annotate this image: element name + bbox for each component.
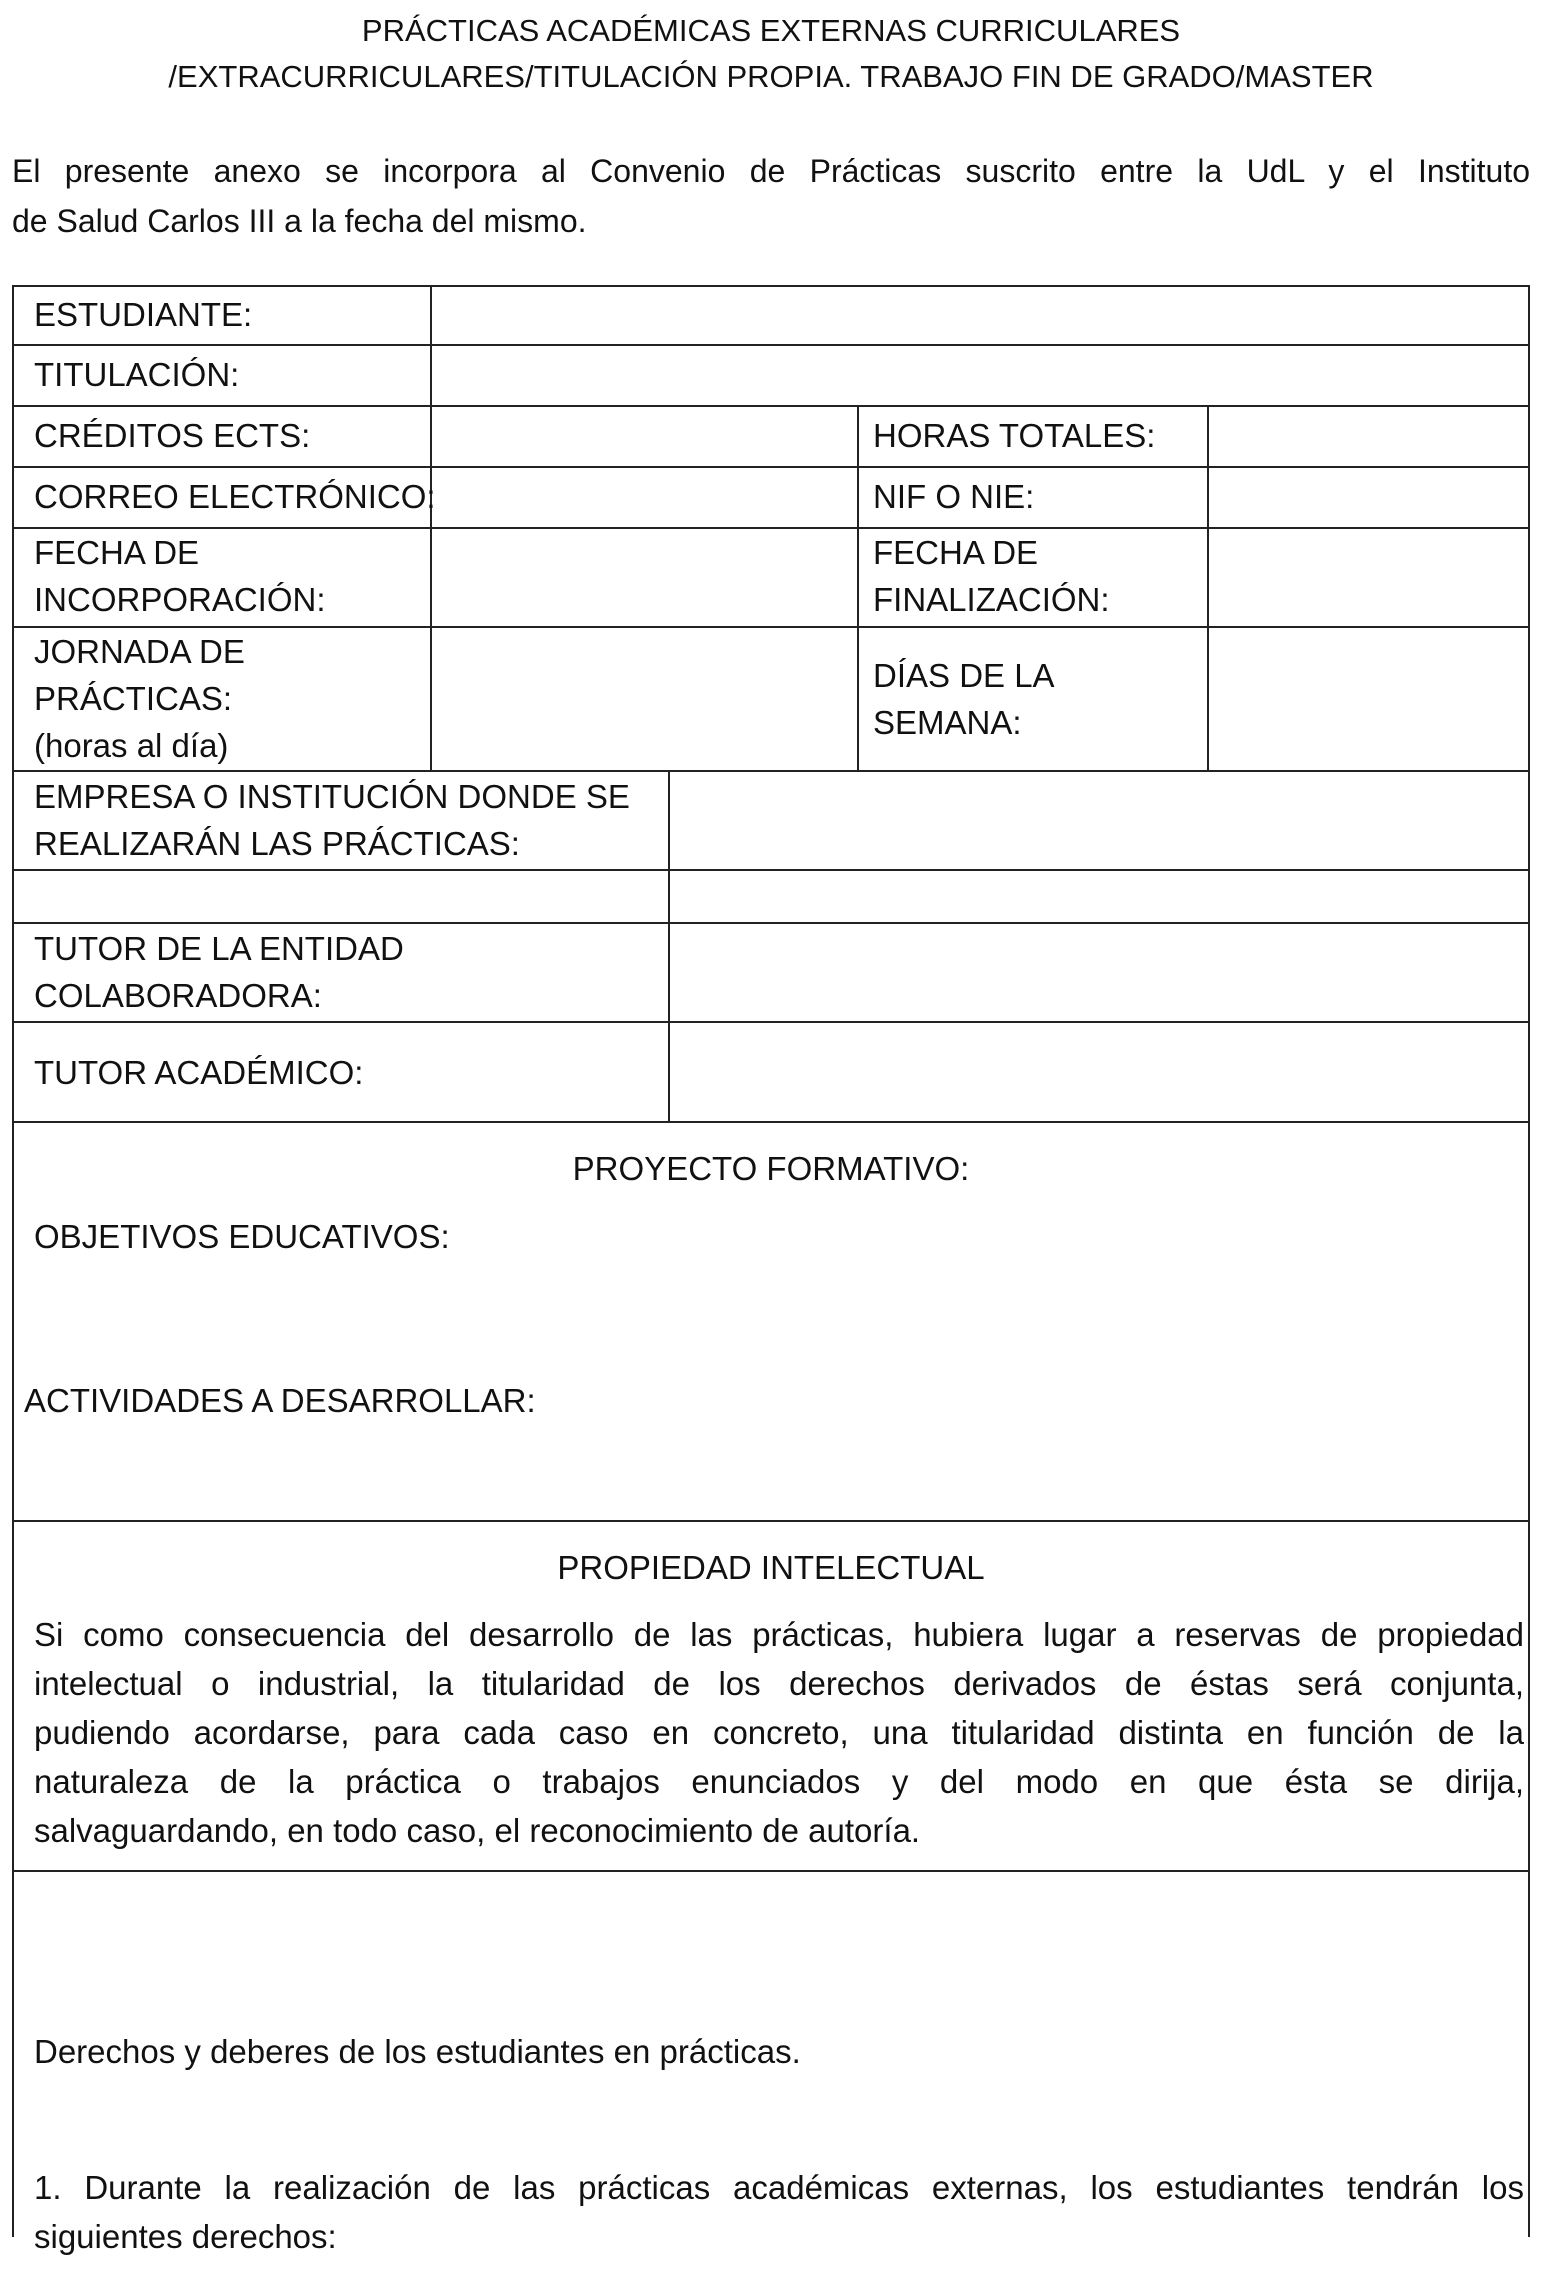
- document-title-line-2: /EXTRACURRICULARES/TITULACIÓN PROPIA. TRABAJO FIN DE GRADO/MASTER: [168, 59, 1374, 94]
- derechos-item-1: 1. Durante la realización de las prácticas académicas externas, los estudiantes tendrán los siguientes derechos:: [34, 2169, 1524, 2255]
- propiedad-intelectual-heading: PROPIEDAD INTELECTUAL: [557, 1549, 985, 1586]
- label-tutor-entidad: TUTOR DE LA ENTIDAD COLABORADORA:: [34, 930, 404, 1014]
- label-dias-semana: DÍAS DE LA SEMANA:: [873, 657, 1055, 741]
- col-divider: [1207, 405, 1209, 772]
- label-fecha-finalizacion: FECHA DE FINALIZACIÓN:: [873, 534, 1110, 618]
- row-divider: [12, 869, 1530, 871]
- row-divider: [12, 466, 1530, 468]
- row-divider: [12, 1021, 1530, 1023]
- label-empresa-institucion: EMPRESA O INSTITUCIÓN DONDE SE REALIZARÁN LAS PRÁCTICAS:: [34, 778, 630, 862]
- document-title-line-1: PRÁCTICAS ACADÉMICAS EXTERNAS CURRICULARES: [361, 13, 1181, 48]
- row-divider: [12, 922, 1530, 924]
- table-right-border: [1528, 285, 1530, 2237]
- label-fecha-incorporacion: FECHA DE INCORPORACIÓN:: [34, 534, 326, 618]
- label-jornada-practicas: JORNADA DE PRÁCTICAS: (horas al día): [34, 633, 245, 764]
- row-divider: [12, 344, 1530, 346]
- proyecto-formativo-heading: PROYECTO FORMATIVO:: [572, 1150, 970, 1187]
- label-correo-electronico: CORREO ELECTRÓNICO:: [34, 478, 436, 515]
- propiedad-intelectual-text: Si como consecuencia del desarrollo de las prácticas, hubiera lugar a reservas de propiedad intelectual o industrial, la titularidad de los derechos derivados de éstas será conjunta, pudiendo acordarse, para cada caso en concreto, una titularidad distinta en función de la naturaleza de la práctica o trabajos enunciados y del modo en que ésta se dirija, salvaguardando, en todo caso, el reconocimiento de autoría.: [34, 1616, 1524, 1849]
- intro-line-1: El presente anexo se incorpora al Convenio de Prácticas suscrito entre la UdL y el Instituto: [12, 153, 1530, 189]
- table-top-border: [12, 285, 1530, 287]
- intro-line-2: de Salud Carlos III a la fecha del mismo.: [12, 203, 587, 239]
- row-divider: [12, 770, 1530, 772]
- label-titulacion: TITULACIÓN:: [34, 356, 240, 393]
- label-tutor-academico: TUTOR ACADÉMICO:: [34, 1054, 364, 1091]
- label-nif-nie: NIF O NIE:: [873, 478, 1035, 515]
- section-divider: [12, 1520, 1530, 1522]
- label-creditos-ects: CRÉDITOS ECTS:: [34, 417, 311, 454]
- label-objetivos-educativos: OBJETIVOS EDUCATIVOS:: [34, 1218, 450, 1255]
- row-divider: [12, 405, 1530, 407]
- col-divider: [668, 770, 670, 1123]
- label-actividades: ACTIVIDADES A DESARROLLAR:: [24, 1382, 536, 1419]
- label-horas-totales: HORAS TOTALES:: [873, 417, 1156, 454]
- row-divider: [12, 1121, 1530, 1123]
- label-estudiante: ESTUDIANTE:: [34, 296, 253, 333]
- intro-paragraph: [12, 146, 1530, 246]
- col-divider: [430, 285, 432, 772]
- section-divider: [12, 1870, 1530, 1872]
- derechos-heading: Derechos y deberes de los estudiantes en prácticas.: [34, 2033, 801, 2070]
- col-divider: [857, 405, 859, 772]
- table-left-border: [12, 285, 14, 2237]
